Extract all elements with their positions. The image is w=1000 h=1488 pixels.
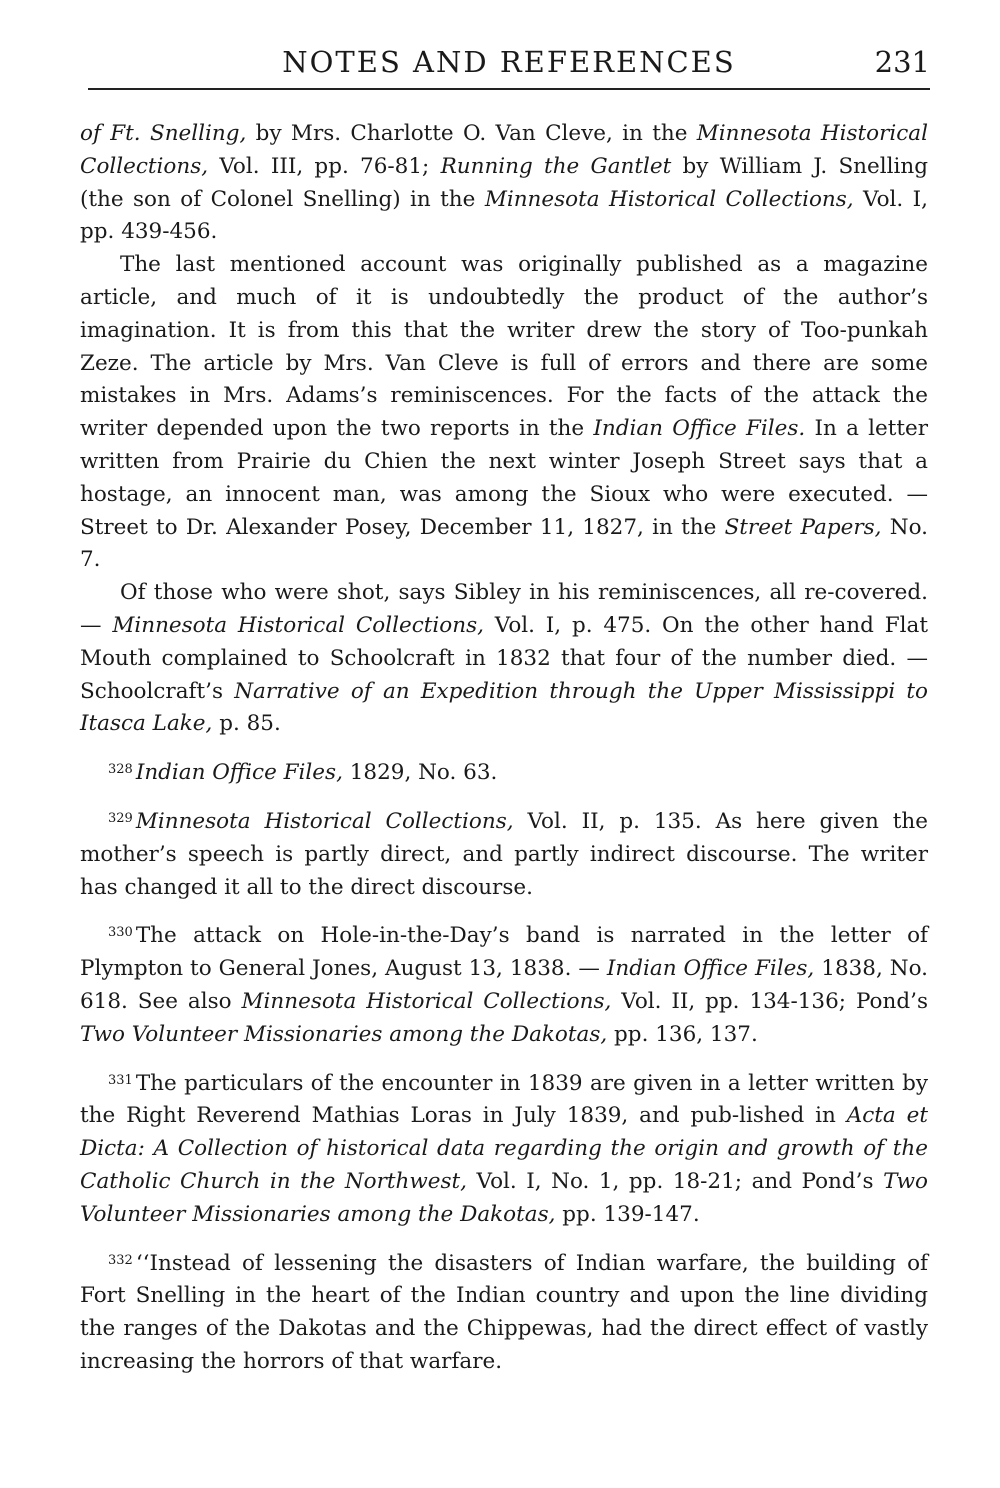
paragraph-1	[80, 118, 928, 249]
italic-run: Two Volunteer Missionaries among the Dakotas,	[80, 1021, 608, 1047]
text-run: The particulars of the encounter in 1839 are given in a letter written by the Right Reverend Mathias Loras in July 1839, and pub-lished in	[80, 1070, 928, 1129]
text-run: 1829, No. 63.	[342, 760, 498, 786]
footnote-text	[80, 1251, 928, 1374]
italic-run: of Ft. Snelling,	[80, 121, 247, 146]
footnote-number: 329	[108, 810, 133, 826]
italic-run: Street Papers,	[724, 514, 882, 540]
footnote-330	[80, 917, 928, 1051]
text-run: Vol. II, p. 135. As here given the mother’s speech is partly direct, and partly indirect discourse. The writer has changed it all to the direct discourse.	[80, 808, 928, 900]
italic-run: Acta et Dicta: A Collection of historical data regarding the origin and growth of the Catholic Church in the Northwest,	[80, 1103, 928, 1194]
text-run: Vol. II, pp. 134-136; Pond’s	[611, 988, 928, 1014]
footnote-text	[80, 809, 928, 900]
italic-run: Minnesota Historical Collections,	[241, 988, 612, 1014]
text-run: The attack on Hole-in-the-Day’s band is narrated in the letter of Plympton to General Jones, August 13, 1838. —	[80, 923, 928, 982]
text-run: In a letter written from Prairie du Chien the next winter Joseph Street says that a hostage, an innocent man, was among the Sioux who were executed. — Street to Dr. Alexander Posey, December 11, 1827, in the	[80, 416, 928, 540]
text-run: Vol. I, p. 475. On the other hand Flat Mouth complained to Schoolcraft in 1832 that four of the number died. — Schoolcraft’s	[80, 612, 928, 704]
italic-run: Minnesota Historical Collections,	[112, 612, 484, 638]
text-run: ‘‘Instead of lessening the disasters of Indian warfare, the building of Fort Snelling in the heart of the Indian country and upon the line dividing the ranges of the Dakotas and the Chippewas, had the direct effect of vastly increasing the horrors of that warfare.	[80, 1250, 928, 1374]
italic-run: Minnesota Historical Collections,	[135, 808, 514, 834]
footnote-number: 330	[108, 925, 133, 941]
italic-run: Narrative of an Expedition through the Upper Mississippi to Itasca Lake,	[80, 678, 928, 737]
italic-run: Two Volunteer Missionaries among the Dakotas,	[80, 1168, 928, 1227]
text-run: by Mrs. Charlotte O. Van Cleve, in the	[246, 121, 697, 146]
footnote-text	[80, 923, 928, 1046]
text-run: by William J. Snelling (the son of Colonel Snelling) in the	[80, 153, 928, 212]
text-run: No. 7.	[80, 514, 928, 573]
footnote-text	[136, 760, 498, 785]
footnote-number: 331	[108, 1072, 133, 1088]
italic-run: Minnesota Historical Collections,	[484, 186, 854, 212]
italic-run: Indian Office Files,	[135, 760, 343, 786]
footnote-text	[80, 1071, 928, 1227]
text-run: pp. 139-147.	[555, 1201, 700, 1227]
footnote-331	[80, 1065, 928, 1232]
text-run: Vol. III, pp. 76-81;	[208, 153, 441, 179]
page-header	[88, 44, 930, 90]
text-run: pp. 136, 137.	[607, 1021, 758, 1047]
text-run: The last mentioned account was originally published as a magazine article, and much of it is undoubtedly the product of the author’s imagination. It is from this that the writer drew the story of Too-punkah Zeze. The article by Mrs. Van Cleve is full of errors and there are some mistakes in Mrs. Adams’s reminiscences. For the facts of the attack the writer depended upon the two reports in the	[80, 252, 928, 442]
text-run: p. 85.	[212, 711, 281, 737]
page-body	[80, 118, 928, 1379]
text-run: Vol. I, pp. 439-456.	[80, 186, 929, 245]
italic-run: Indian Office Files.	[593, 416, 806, 442]
paragraph-2	[80, 249, 928, 577]
page-number: 231	[874, 45, 930, 79]
italic-run: Indian Office Files,	[606, 956, 815, 982]
footnote-329	[80, 803, 928, 904]
footnote-328	[80, 754, 928, 790]
italic-run: Minnesota Historical Collections,	[80, 121, 928, 179]
italic-run: Running the Gantlet	[440, 153, 672, 179]
footnote-332	[80, 1245, 928, 1379]
text-run: Vol. I, No. 1, pp. 18-21; and Pond’s	[467, 1168, 884, 1194]
text-run: Of those who were shot, says Sibley in his reminiscences, all re-covered. —	[80, 580, 928, 638]
running-head: NOTES AND REFERENCES	[282, 45, 736, 79]
footnote-number: 328	[108, 762, 133, 778]
text-run: 1838, No. 618. See also	[80, 956, 929, 1014]
paragraph-3	[80, 577, 928, 741]
footnote-number: 332	[108, 1252, 133, 1268]
